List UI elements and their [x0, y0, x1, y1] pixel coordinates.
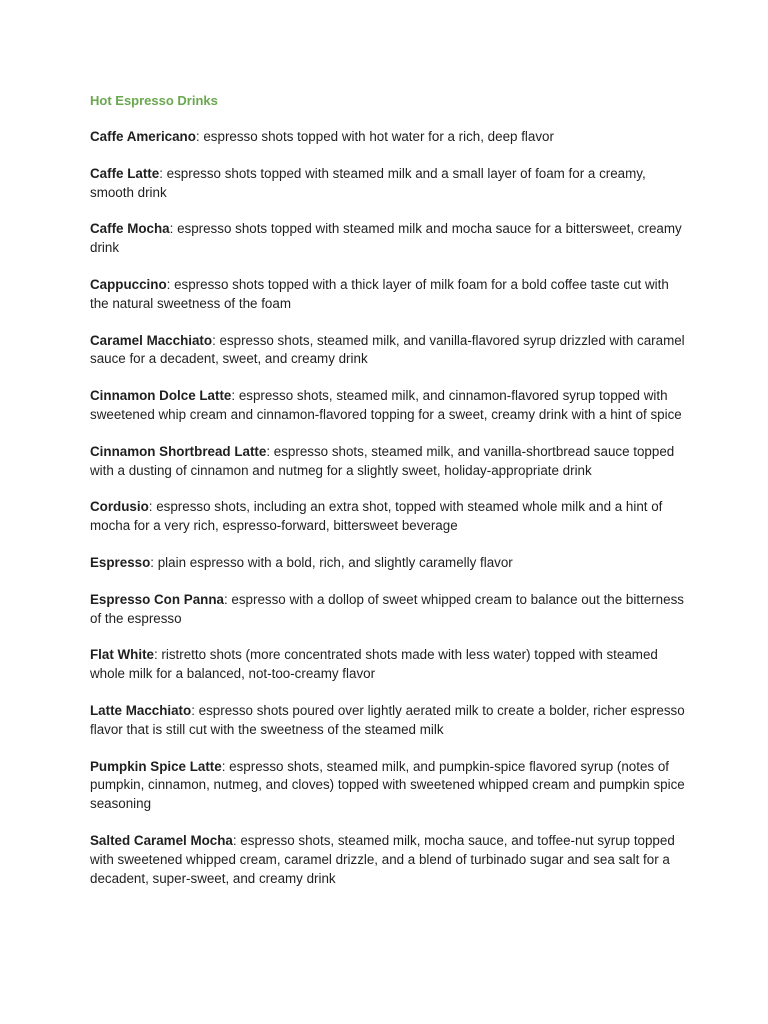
drink-description: : espresso shots topped with steamed milk and mocha sauce for a bittersweet, creamy drink — [90, 221, 682, 256]
drink-entry — [90, 646, 690, 684]
drink-entry — [90, 332, 690, 370]
drink-entry — [90, 702, 690, 740]
drink-name: Caffe Latte — [90, 165, 160, 181]
drink-description: : espresso shots, steamed milk, and cinnamon-flavored syrup topped with sweetened whip cream and cinnamon-flavored topping for a sweet, creamy drink with a hint of spice — [90, 388, 682, 422]
drink-name: Espresso Con Panna — [90, 591, 224, 607]
drink-description: : espresso shots, including an extra shot, topped with steamed whole milk and a hint of mocha for a very rich, espresso-forward, bittersweet beverage — [90, 499, 663, 534]
drink-entry — [90, 128, 690, 147]
drink-description: : espresso shots, steamed milk, mocha sauce, and toffee-nut syrup topped with sweetened whipped cream, caramel drizzle, and a blend of turbinado sugar and sea salt for a decadent, super-sweet, and creamy drink — [90, 832, 675, 886]
drink-entry — [90, 832, 690, 888]
drink-description: : espresso shots topped with hot water for a rich, deep flavor — [195, 129, 554, 144]
drink-name: Caffe Americano — [90, 129, 196, 144]
drink-description: : plain espresso with a bold, rich, and slightly caramelly flavor — [150, 554, 513, 570]
drink-entry — [90, 554, 690, 573]
drink-entry — [90, 443, 690, 481]
drink-description: : espresso shots topped with a thick layer of milk foam for a bold coffee taste cut with the natural sweetness of the foam — [90, 276, 669, 311]
drink-entry — [90, 276, 690, 314]
drink-name: Caramel Macchiato — [90, 332, 213, 348]
drink-name: Cinnamon Dolce Latte — [90, 388, 232, 404]
drink-name: Cordusio — [90, 499, 149, 515]
drink-name: Cappuccino — [90, 276, 167, 292]
drink-entry — [90, 165, 690, 203]
drink-description: : espresso with a dollop of sweet whipped cream to balance out the bitterness of the espresso — [90, 591, 684, 626]
drink-description: : ristretto shots (more concentrated shots made with less water) topped with steamed whole milk for a balanced, not-too-creamy flavor — [90, 647, 658, 682]
drink-entry — [90, 498, 690, 536]
drink-name: Salted Caramel Mocha — [90, 832, 233, 848]
drink-description: : espresso shots, steamed milk, and vanilla-flavored syrup drizzled with caramel sauce for a decadent, sweet, and creamy drink — [90, 332, 685, 367]
drink-entry — [90, 591, 690, 629]
drink-entry — [90, 387, 690, 425]
section-heading: Hot Espresso Drinks — [90, 93, 218, 108]
drink-name: Flat White — [90, 647, 154, 663]
drink-entry — [90, 758, 690, 814]
drink-name: Cinnamon Shortbread Latte — [90, 443, 267, 459]
drink-description: : espresso shots, steamed milk, and pumpkin-spice flavored syrup (notes of pumpkin, cinnamon, nutmeg, and cloves) topped with sweetened whipped cream and pumpkin spice seasoning — [90, 758, 685, 812]
document-page — [90, 91, 690, 906]
drink-name: Pumpkin Spice Latte — [90, 758, 222, 774]
drink-entry — [90, 220, 690, 258]
drink-description: : espresso shots poured over lightly aerated milk to create a bolder, richer espresso flavor that is still cut with the sweetness of the steamed milk — [90, 702, 685, 737]
drink-name: Latte Macchiato — [90, 702, 192, 718]
drink-description: : espresso shots, steamed milk, and vanilla-shortbread sauce topped with a dusting of cinnamon and nutmeg for a slightly sweet, holiday-appropriate drink — [90, 443, 675, 478]
drink-name: Caffe Mocha — [90, 221, 170, 237]
drink-description: : espresso shots topped with steamed milk and a small layer of foam for a creamy, smooth drink — [90, 165, 646, 200]
drink-name: Espresso — [90, 554, 151, 570]
